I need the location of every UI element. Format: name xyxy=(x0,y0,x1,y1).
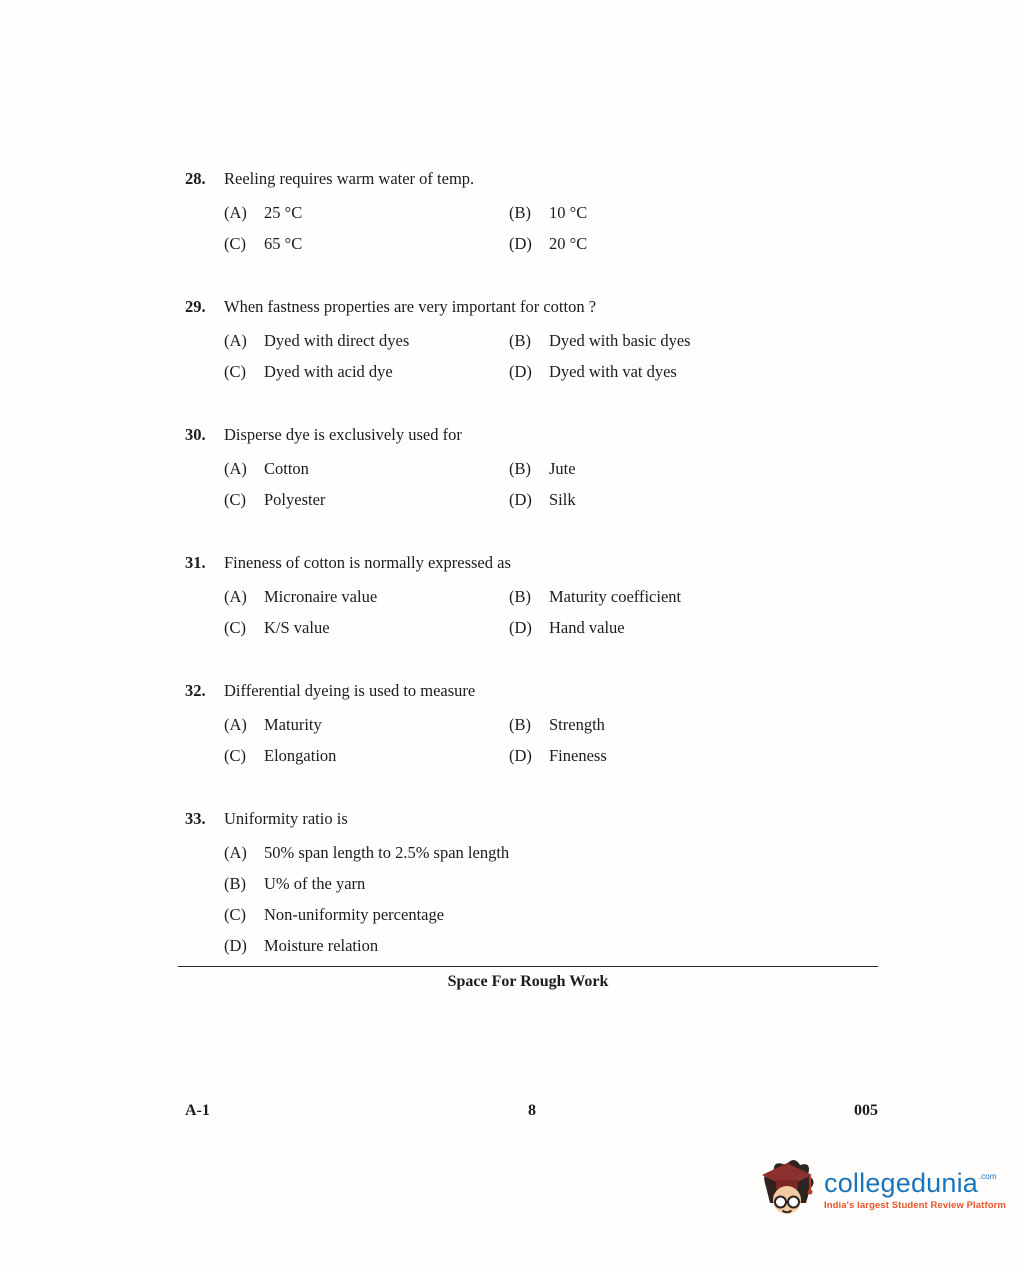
option-text: 50% span length to 2.5% span length xyxy=(264,843,510,862)
footer-page-number: 8 xyxy=(527,1102,536,1119)
option-label: (B) xyxy=(509,587,531,606)
question-number: 29. xyxy=(185,297,206,316)
option-d xyxy=(509,489,794,511)
option-text: Dyed with basic dyes xyxy=(549,331,691,350)
option-text: Polyester xyxy=(264,490,326,509)
logo-text xyxy=(824,1169,1006,1211)
option-text: Dyed with direct dyes xyxy=(264,331,410,350)
option-a xyxy=(224,330,509,352)
option-text: Hand value xyxy=(549,618,625,637)
question-number: 33. xyxy=(185,809,206,828)
option-label: (A) xyxy=(224,587,247,606)
option-d xyxy=(224,935,378,957)
option-c xyxy=(224,489,509,511)
option-c xyxy=(224,904,444,926)
option-label: (A) xyxy=(224,843,247,862)
option-b xyxy=(509,714,794,736)
question-text: Uniformity ratio is xyxy=(224,809,348,828)
question-number: 31. xyxy=(185,553,206,572)
option-c xyxy=(224,361,509,383)
option-label: (C) xyxy=(224,362,246,381)
option-text: Silk xyxy=(549,490,576,509)
question-33 xyxy=(185,808,885,957)
question-number: 28. xyxy=(185,169,206,188)
option-label: (C) xyxy=(224,234,246,253)
option-label: (D) xyxy=(509,490,532,509)
option-b xyxy=(224,873,365,895)
question-text: Differential dyeing is used to measure xyxy=(224,681,476,700)
option-b xyxy=(509,458,794,480)
question-32 xyxy=(185,680,885,767)
option-label: (A) xyxy=(224,715,247,734)
logo-tagline: India's largest Student Review Platform xyxy=(824,1199,1006,1211)
option-b xyxy=(509,586,794,608)
question-text: Fineness of cotton is normally expressed as xyxy=(224,553,511,572)
option-d xyxy=(509,233,794,255)
option-text: 20 °C xyxy=(549,234,588,253)
option-label: (D) xyxy=(509,618,532,637)
question-text: When fastness properties are very important for cotton ? xyxy=(224,297,597,316)
option-label: (C) xyxy=(224,905,246,924)
option-b xyxy=(509,330,794,352)
option-a xyxy=(224,202,509,224)
page-footer xyxy=(185,1102,878,1120)
option-label: (D) xyxy=(509,234,532,253)
option-b xyxy=(509,202,794,224)
option-text: Maturity xyxy=(264,715,322,734)
logo-brand-suffix: .com xyxy=(979,1171,997,1181)
option-label: (C) xyxy=(224,490,246,509)
question-31 xyxy=(185,552,885,639)
question-30 xyxy=(185,424,885,511)
option-label: (D) xyxy=(509,362,532,381)
option-label: (D) xyxy=(509,746,532,765)
option-text: Dyed with acid dye xyxy=(264,362,393,381)
option-label: (C) xyxy=(224,746,246,765)
footer-paper-code: 005 xyxy=(853,1102,878,1119)
question-text: Reeling requires warm water of temp. xyxy=(224,169,475,188)
option-c xyxy=(224,745,509,767)
option-text: Moisture relation xyxy=(264,936,379,955)
option-c xyxy=(224,617,509,639)
option-text: Elongation xyxy=(264,746,337,765)
option-label: (A) xyxy=(224,459,247,478)
option-text: Cotton xyxy=(264,459,309,478)
option-label: (B) xyxy=(224,874,246,893)
option-a xyxy=(224,586,509,608)
option-d xyxy=(509,361,794,383)
option-d xyxy=(509,617,794,639)
option-label: (B) xyxy=(509,203,531,222)
collegedunia-mascot-icon xyxy=(760,1157,814,1222)
option-text: Jute xyxy=(549,459,576,478)
question-text: Disperse dye is exclusively used for xyxy=(224,425,462,444)
option-a xyxy=(224,714,509,736)
footer-booklet-code: A-1 xyxy=(185,1102,210,1119)
question-number: 32. xyxy=(185,681,206,700)
option-c xyxy=(224,233,509,255)
option-a xyxy=(224,458,509,480)
question-number: 30. xyxy=(185,425,206,444)
option-text: 10 °C xyxy=(549,203,588,222)
question-28 xyxy=(185,168,885,255)
option-label: (D) xyxy=(224,936,247,955)
collegedunia-logo[interactable] xyxy=(760,1157,1006,1222)
option-text: Dyed with vat dyes xyxy=(549,362,677,381)
option-label: (B) xyxy=(509,715,531,734)
option-label: (A) xyxy=(224,203,247,222)
option-d xyxy=(509,745,794,767)
option-text: K/S value xyxy=(264,618,330,637)
option-label: (A) xyxy=(224,331,247,350)
option-label: (C) xyxy=(224,618,246,637)
rough-work-label: Space For Rough Work xyxy=(447,973,609,990)
option-text: 25 °C xyxy=(264,203,303,222)
option-label: (B) xyxy=(509,459,531,478)
option-label: (B) xyxy=(509,331,531,350)
option-text: Maturity coefficient xyxy=(549,587,682,606)
option-text: Strength xyxy=(549,715,605,734)
option-text: Micronaire value xyxy=(264,587,378,606)
option-text: Non-uniformity percentage xyxy=(264,905,445,924)
rough-work-divider xyxy=(178,966,878,967)
option-text: 65 °C xyxy=(264,234,303,253)
option-a xyxy=(224,842,509,864)
logo-brand-name: collegedunia xyxy=(824,1167,979,1198)
option-text: U% of the yarn xyxy=(264,874,366,893)
option-text: Fineness xyxy=(549,746,607,765)
question-29 xyxy=(185,296,885,383)
